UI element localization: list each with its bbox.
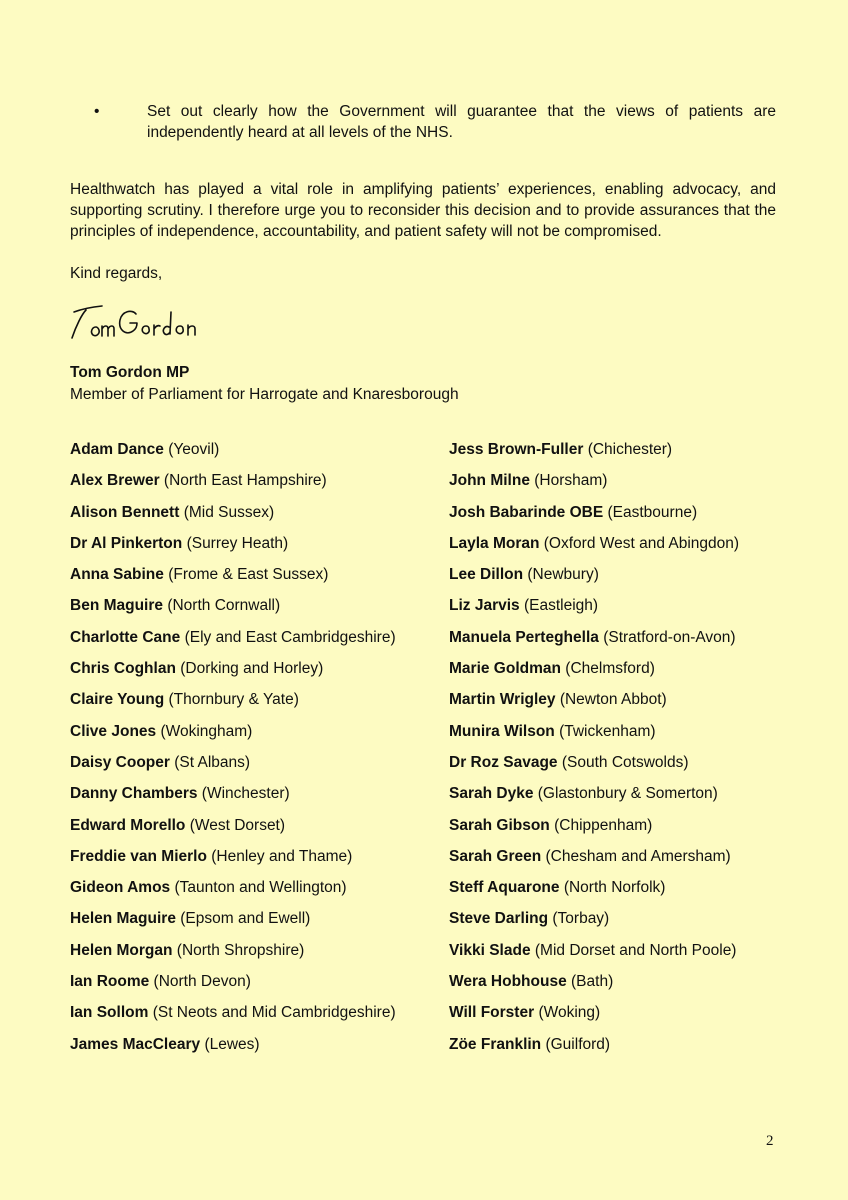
- cosignatory-item: [70, 969, 396, 1000]
- closing-paragraph: Healthwatch has played a vital role in amplifying patients’ experiences, enabling advocacy, and supporting scrutiny. I therefore urge you to reconsider this decision and to provide assurances that the principles of independence, accountability, and patient safety will not be compromised.: [70, 181, 776, 240]
- cosignatory-constituency: (Eastleigh): [523, 597, 599, 615]
- cosignatory-item: [449, 781, 739, 812]
- cosignatory-constituency: (Mid Sussex): [183, 503, 275, 521]
- cosignatory-item: [70, 750, 396, 781]
- cosignatory-name: Alison Bennett: [70, 503, 180, 521]
- handwritten-signature: [68, 300, 208, 346]
- cosignatory-name: Chris Coghlan: [70, 660, 176, 678]
- cosignatory-item: [449, 969, 739, 1000]
- bullet-marker: •: [94, 103, 100, 120]
- cosignatory-item: [70, 500, 396, 531]
- cosignatory-constituency: (Lewes): [204, 1035, 260, 1053]
- cosignatory-item: [449, 656, 739, 687]
- cosignatory-item: [70, 875, 396, 906]
- cosignatory-name: Steff Aquarone: [449, 879, 560, 897]
- cosignatory-name: Anna Sabine: [70, 566, 164, 584]
- cosignatory-constituency: (Chesham and Amersham): [545, 847, 731, 865]
- cosignatory-constituency: (Chippenham): [554, 816, 653, 834]
- cosignatory-item: [70, 781, 396, 812]
- cosignatory-name: Helen Maguire: [70, 910, 176, 928]
- cosignatory-constituency: (Bath): [571, 973, 614, 991]
- cosignatory-item: [449, 1032, 739, 1063]
- cosignatory-item: [70, 468, 396, 499]
- cosignatory-item: [70, 813, 396, 844]
- cosignatory-name: Alex Brewer: [70, 472, 160, 490]
- cosignatory-item: [70, 687, 396, 718]
- cosignatory-item: [70, 656, 396, 687]
- cosignatory-constituency: (Woking): [538, 1004, 601, 1022]
- cosignatory-name: Helen Morgan: [70, 941, 173, 959]
- cosignatory-item: [70, 938, 396, 969]
- cosignatory-name: Ian Roome: [70, 973, 150, 991]
- cosignatory-constituency: (Stratford-on-Avon): [603, 628, 736, 646]
- cosignatory-list-left: [70, 437, 396, 1063]
- cosignatory-constituency: (St Albans): [174, 753, 251, 771]
- cosignatory-constituency: (Chichester): [587, 441, 673, 458]
- cosignatory-constituency: (North Devon): [153, 973, 251, 991]
- cosignatory-name: Ian Sollom: [70, 1004, 149, 1022]
- signatory-name: Tom Gordon MP: [70, 364, 190, 381]
- cosignatory-constituency: (North Cornwall): [167, 597, 281, 615]
- cosignatory-name: John Milne: [449, 472, 530, 490]
- cosignatory-item: [70, 437, 396, 468]
- bullet-point: [70, 101, 776, 143]
- cosignatory-constituency: (West Dorset): [189, 816, 286, 834]
- cosignatory-item: [70, 1032, 396, 1063]
- cosignatory-name: Adam Dance: [70, 441, 164, 458]
- cosignatory-name: Lee Dillon: [449, 566, 524, 584]
- cosignatory-item: [70, 906, 396, 937]
- cosignatory-item: [449, 437, 739, 468]
- cosignatory-name: Vikki Slade: [449, 941, 531, 959]
- cosignatory-item: [449, 562, 739, 593]
- cosignatory-name: Daisy Cooper: [70, 753, 170, 771]
- cosignatory-item: [70, 531, 396, 562]
- cosignatory-list-right: [449, 437, 739, 1063]
- cosignatory-constituency: (Guilford): [545, 1035, 611, 1053]
- cosignatory-name: Sarah Dyke: [449, 785, 534, 803]
- cosignatory-item: [449, 938, 739, 969]
- bullet-text: Set out clearly how the Government will guarantee that the views of patients are independently heard at all levels of the NHS.: [147, 103, 776, 141]
- cosignatory-name: Sarah Green: [449, 847, 542, 865]
- cosignatory-name: Marie Goldman: [449, 660, 561, 678]
- cosignatory-item: [449, 1000, 739, 1031]
- cosignatory-constituency: (Glastonbury & Somerton): [537, 785, 718, 803]
- cosignatory-name: Manuela Perteghella: [449, 628, 599, 646]
- cosignatory-constituency: (Yeovil): [168, 441, 220, 458]
- cosignatory-name: Dr Roz Savage: [449, 753, 558, 771]
- cosignatory-constituency: (Surrey Heath): [186, 534, 289, 552]
- cosignatory-name: Steve Darling: [449, 910, 549, 928]
- cosignatory-constituency: (Ely and East Cambridgeshire): [184, 628, 396, 646]
- cosignatory-name: Martin Wrigley: [449, 691, 556, 709]
- cosignatory-item: [449, 719, 739, 750]
- cosignatory-item: [70, 844, 396, 875]
- cosignatory-name: Zöe Franklin: [449, 1035, 542, 1053]
- cosignatory-name: Danny Chambers: [70, 785, 198, 803]
- cosignatory-name: Charlotte Cane: [70, 628, 181, 646]
- cosignatory-name: Jess Brown-Fuller: [449, 441, 584, 458]
- cosignatory-name: Liz Jarvis: [449, 597, 520, 615]
- cosignatory-item: [70, 719, 396, 750]
- signatory-role: Member of Parliament for Harrogate and Knaresborough: [70, 386, 459, 403]
- cosignatory-item: [449, 500, 739, 531]
- cosignatory-item: [449, 687, 739, 718]
- cosignatory-constituency: (Henley and Thame): [211, 847, 353, 865]
- cosignatory-constituency: (Mid Dorset and North Poole): [534, 941, 737, 959]
- cosignatory-name: Layla Moran: [449, 534, 540, 552]
- cosignatory-item: [449, 468, 739, 499]
- cosignatory-constituency: (Winchester): [201, 785, 290, 803]
- cosignatory-constituency: (Newbury): [527, 566, 599, 584]
- cosignatory-item: [70, 625, 396, 656]
- cosignatory-item: [70, 1000, 396, 1031]
- cosignatory-constituency: (Chelmsford): [565, 660, 655, 678]
- cosignatory-item: [449, 750, 739, 781]
- cosignatory-name: Ben Maguire: [70, 597, 164, 615]
- cosignatory-constituency: (Thornbury & Yate): [168, 691, 299, 709]
- cosignatory-constituency: (Torbay): [552, 910, 610, 928]
- cosignatory-name: Munira Wilson: [449, 722, 555, 740]
- cosignatory-constituency: (Eastbourne): [607, 503, 698, 521]
- cosignatory-constituency: (Horsham): [534, 472, 608, 490]
- cosignatory-name: Sarah Gibson: [449, 816, 550, 834]
- cosignatory-constituency: (Dorking and Horley): [180, 660, 324, 678]
- cosignatory-constituency: (Frome & East Sussex): [168, 566, 329, 584]
- cosignatory-item: [449, 844, 739, 875]
- cosignatory-name: Josh Babarinde OBE: [449, 503, 604, 521]
- cosignatory-item: [449, 625, 739, 656]
- cosignatory-name: Gideon Amos: [70, 879, 171, 897]
- page-number: 2: [766, 1133, 774, 1149]
- cosignatory-constituency: (Taunton and Wellington): [174, 879, 347, 897]
- cosignatory-constituency: (North Shropshire): [176, 941, 305, 959]
- cosignatory-item: [449, 531, 739, 562]
- cosignatory-name: Dr Al Pinkerton: [70, 534, 183, 552]
- cosignatory-constituency: (Oxford West and Abingdon): [543, 534, 740, 552]
- cosignatory-item: [70, 562, 396, 593]
- cosignatory-constituency: (Epsom and Ewell): [180, 910, 311, 928]
- cosignatory-item: [449, 906, 739, 937]
- cosignatory-name: Wera Hobhouse: [449, 973, 567, 991]
- cosignatory-constituency: (North Norfolk): [563, 879, 666, 897]
- cosignatory-name: James MacCleary: [70, 1035, 201, 1053]
- cosignatory-constituency: (Newton Abbot): [559, 691, 667, 709]
- cosignatory-constituency: (St Neots and Mid Cambridgeshire): [152, 1004, 396, 1022]
- cosignatory-item: [70, 593, 396, 624]
- cosignatory-item: [449, 593, 739, 624]
- cosignatory-item: [449, 875, 739, 906]
- cosignatory-name: Edward Morello: [70, 816, 186, 834]
- cosignatory-constituency: (North East Hampshire): [163, 472, 327, 490]
- cosignatory-name: Will Forster: [449, 1004, 535, 1022]
- cosignatory-item: [449, 813, 739, 844]
- cosignatory-name: Freddie van Mierlo: [70, 847, 207, 865]
- sign-off: Kind regards,: [70, 265, 163, 282]
- cosignatory-name: Claire Young: [70, 691, 165, 709]
- cosignatory-name: Clive Jones: [70, 722, 157, 740]
- cosignatory-constituency: (Wokingham): [160, 722, 253, 740]
- cosignatory-constituency: (Twickenham): [559, 722, 656, 740]
- cosignatory-constituency: (South Cotswolds): [561, 753, 689, 771]
